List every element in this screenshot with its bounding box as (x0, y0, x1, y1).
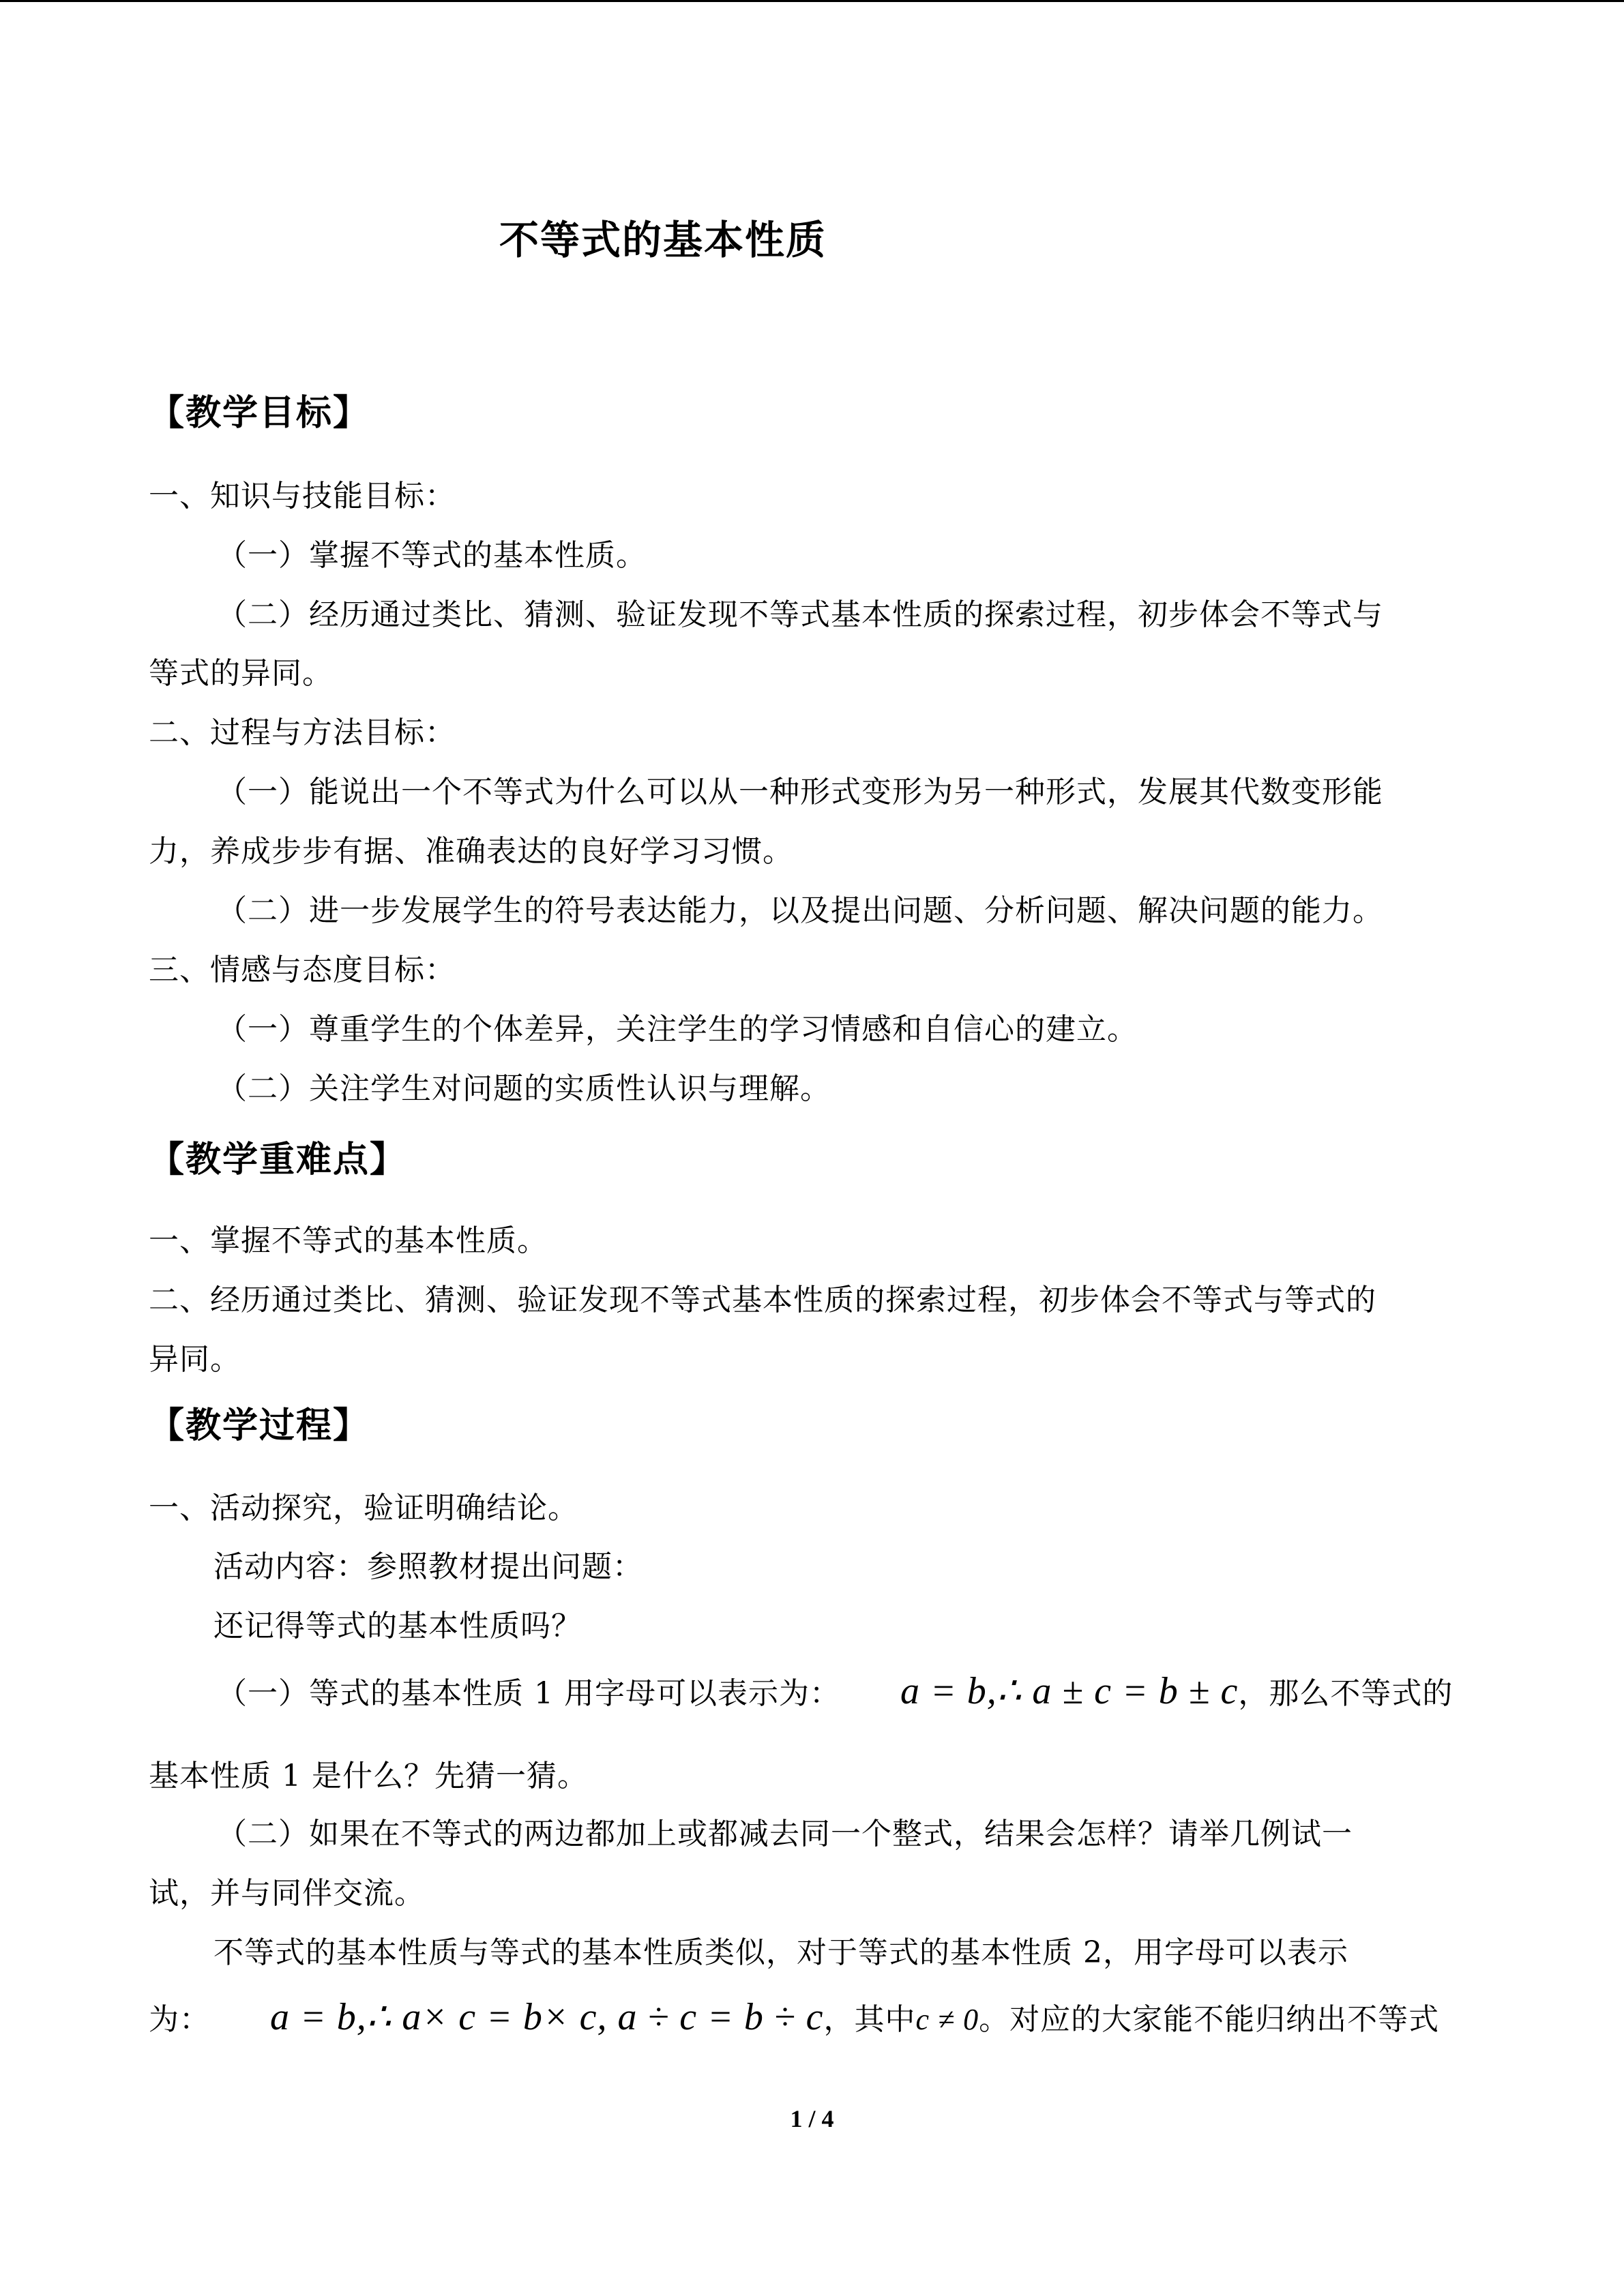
similar-mid: ，其中 (823, 2002, 916, 2037)
process-activity-content: 活动内容：参照教材提出问题： (213, 1549, 643, 1584)
section-heading-keypoints: 【教学重难点】 (149, 1139, 407, 1180)
goals-emotion-item-2: （二）关注学生对问题的实质性认识与理解。 (217, 1071, 831, 1106)
section-heading-process: 【教学过程】 (149, 1405, 370, 1446)
process-question-2-line2: 试，并与同伴交流。 (149, 1876, 425, 1911)
goals-process-item-2: （二）进一步发展学生的符号表达能力，以及提出问题、分析问题、解决问题的能力。 (217, 893, 1383, 928)
process-recall-question: 还记得等式的基本性质吗？ (213, 1609, 582, 1643)
section-heading-goals: 【教学目标】 (149, 393, 370, 434)
keypoint-item-2-line1: 二、经历通过类比、猜测、验证发现不等式基本性质的探索过程，初步体会不等式与等式的 (149, 1283, 1376, 1317)
process-similar-line2 (149, 1997, 1439, 2040)
similar-suffix: 。对应的大家能不能归纳出不等式 (979, 2002, 1440, 2037)
question-1-suffix: ，那么不等式的 (1238, 1676, 1453, 1711)
document-title: 不等式的基本性质 (499, 217, 827, 263)
equality-property-1-formula: a = b,∴ a ± c = b ± c (900, 1670, 1239, 1712)
goals-process-item-1-line1: （一）能说出一个不等式为什么可以从一种形式变形为另一种形式，发展其代数变形能 (217, 775, 1383, 809)
goals-knowledge-item-2-line1: （二）经历通过类比、猜测、验证发现不等式基本性质的探索过程，初步体会不等式与 (217, 597, 1383, 632)
keypoint-item-2-line2: 异同。 (149, 1342, 241, 1377)
goals-emotion-heading: 三、情感与态度目标： (149, 953, 456, 987)
goals-knowledge-item-1: （一）掌握不等式的基本性质。 (217, 538, 647, 573)
process-question-1-line2: 基本性质 1 是什么？先猜一猜。 (149, 1759, 588, 1793)
top-border (0, 0, 1624, 2)
similar-prefix: 为： (149, 2002, 210, 2037)
goals-knowledge-heading: 一、知识与技能目标： (149, 479, 456, 513)
page-number: 1 / 4 (790, 2105, 834, 2132)
equality-property-2-formula: a = b,∴ a× c = b× c, a ÷ c = b ÷ c (270, 1996, 824, 2038)
goals-knowledge-item-2-line2: 等式的异同。 (149, 656, 333, 691)
process-similar-line1: 不等式的基本性质与等式的基本性质类似，对于等式的基本性质 2，用字母可以表示 (213, 1935, 1348, 1970)
process-question-2-line1: （二）如果在不等式的两边都加上或都减去同一个整式，结果会怎样？请举几例试一 (217, 1817, 1353, 1851)
process-activity-heading: 一、活动探究，验证明确结论。 (149, 1491, 578, 1525)
process-question-1-line1 (217, 1671, 1453, 1714)
goals-process-item-1-line2: 力，养成步步有据、准确表达的良好学习习惯。 (149, 834, 793, 869)
keypoint-item-1: 一、掌握不等式的基本性质。 (149, 1223, 548, 1258)
goals-process-heading: 二、过程与方法目标： (149, 715, 456, 750)
nonzero-condition: c ≠ 0 (915, 2003, 979, 2036)
question-1-prefix: （一）等式的基本性质 1 用字母可以表示为： (217, 1676, 840, 1711)
goals-emotion-item-1: （一）尊重学生的个体差异，关注学生的学习情感和自信心的建立。 (217, 1012, 1138, 1047)
